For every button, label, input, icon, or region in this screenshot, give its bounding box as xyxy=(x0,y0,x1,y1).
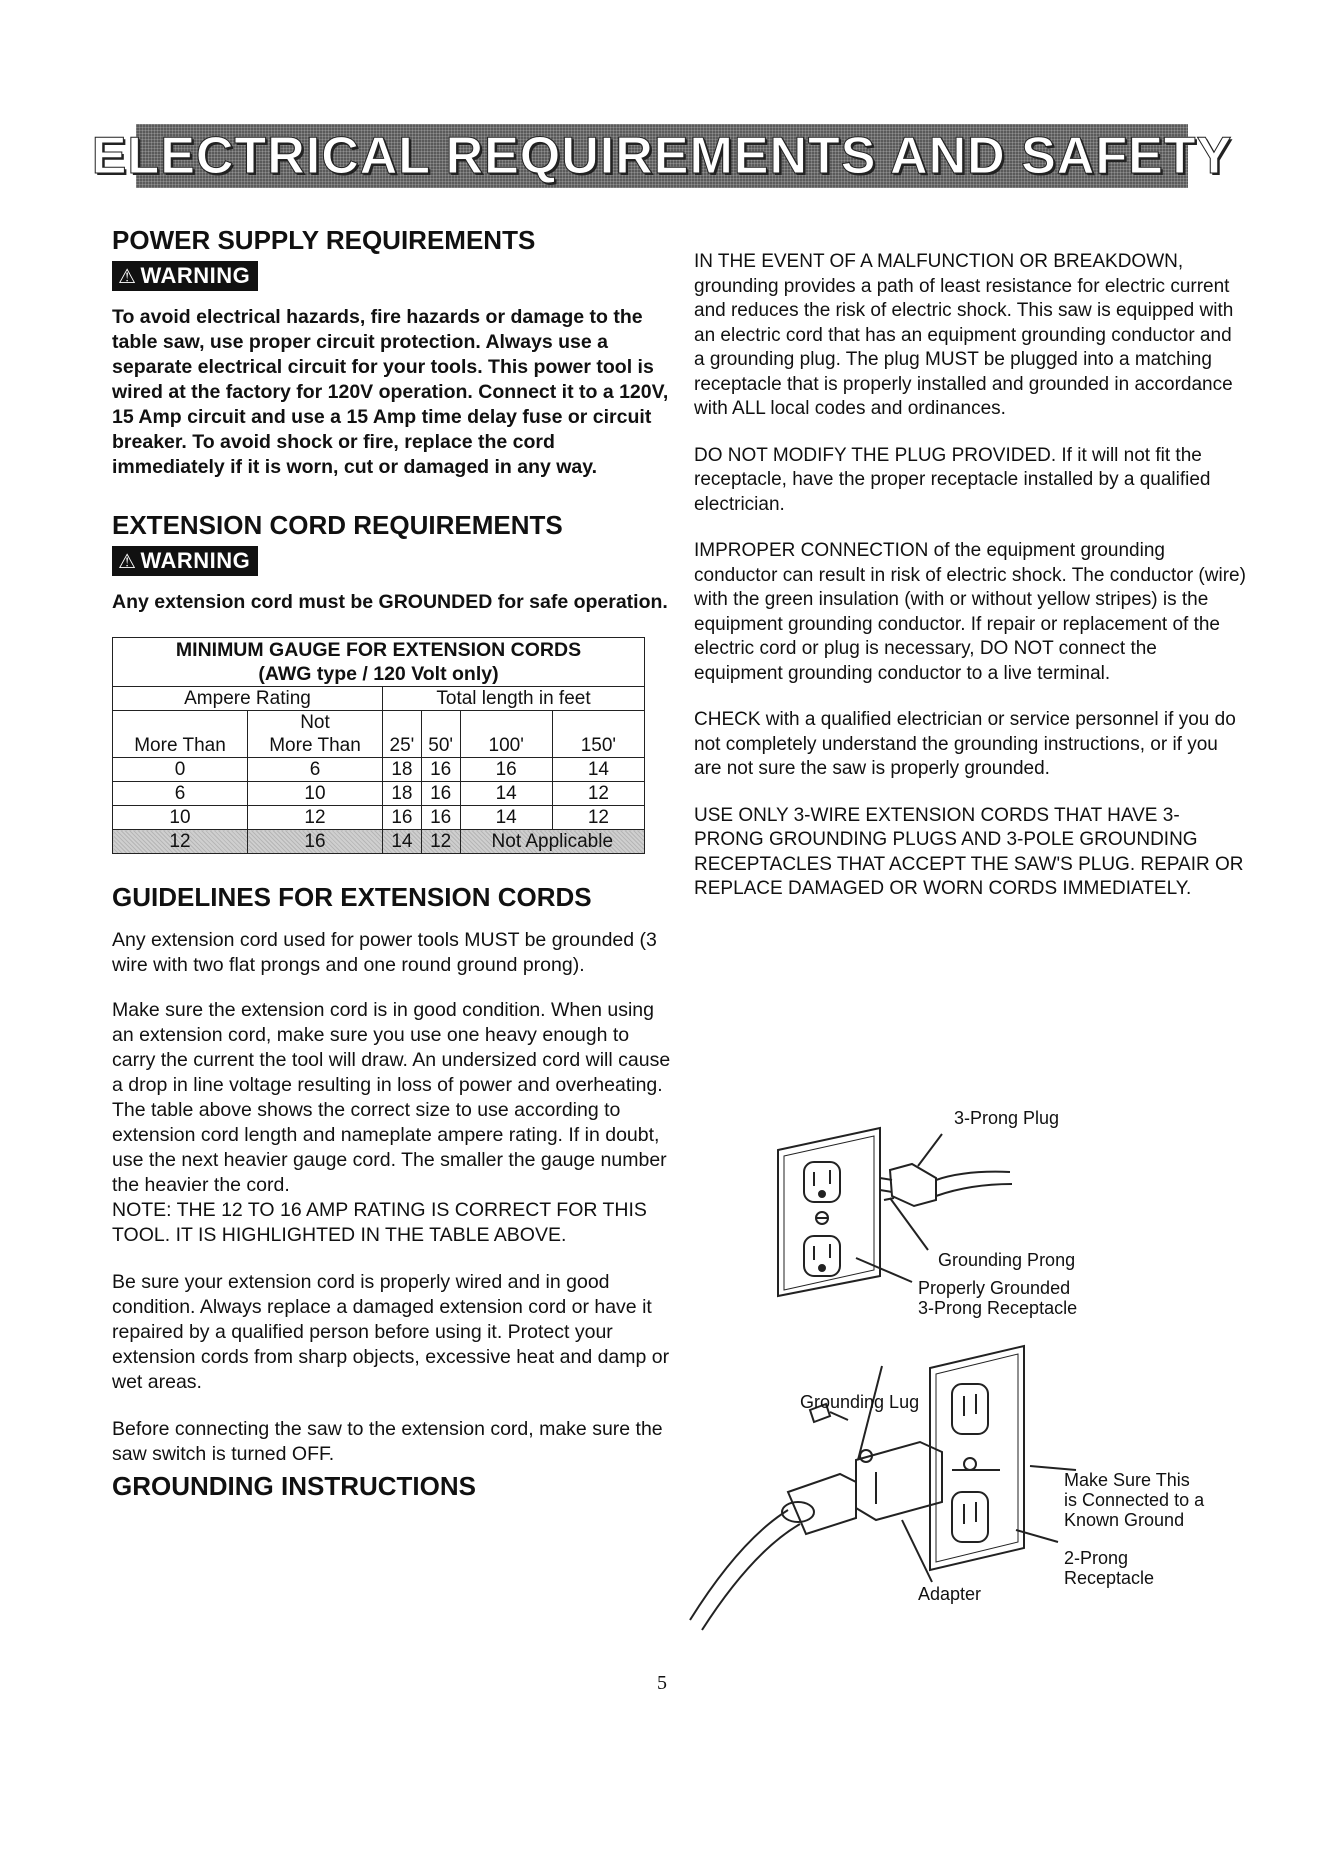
table-row: 6 10 18 16 14 12 xyxy=(113,782,645,806)
not-more-than-header: Not More Than xyxy=(248,711,383,758)
total-length-header: Total length in feet xyxy=(383,687,645,711)
warning-label: WARNING xyxy=(140,548,251,573)
warning-badge-power xyxy=(112,261,258,291)
ampere-rating-header: Ampere Rating xyxy=(113,687,383,711)
guidelines-heading: GUIDELINES FOR EXTENSION CORDS xyxy=(112,882,592,912)
two-prong-plate xyxy=(930,1346,1024,1570)
left-column xyxy=(112,225,672,1501)
warning-triangle-icon: ⚠ xyxy=(118,265,137,288)
length-header: 25' xyxy=(383,711,422,758)
right-column xyxy=(694,250,1246,902)
label-make-sure-1: Make Sure This xyxy=(1064,1470,1190,1490)
label-grounding-lug: Grounding Lug xyxy=(800,1392,920,1412)
grounding-heading: GROUNDING INSTRUCTIONS xyxy=(112,1471,476,1501)
label-grounding-prong: Grounding Prong xyxy=(938,1250,1076,1270)
extension-cord-heading: EXTENSION CORD REQUIREMENTS xyxy=(112,510,563,540)
table-row: 0 6 18 16 16 14 xyxy=(113,758,645,782)
warning-label: WARNING xyxy=(140,263,251,288)
section-banner xyxy=(91,124,1233,188)
banner-title: ELECTRICAL REQUIREMENTS AND SAFETY xyxy=(91,127,1233,185)
page-number: 5 xyxy=(657,1672,667,1694)
gauge-table xyxy=(112,637,645,854)
length-header: 50' xyxy=(421,711,460,758)
label-three-prong-plug: 3-Prong Plug xyxy=(954,1108,1060,1128)
guidelines-paragraph-1: Any extension cord used for power tools MUST be grounded (3 wire with two flat prongs and one round ground prong). xyxy=(112,929,657,976)
label-three-prong-receptacle: 3-Prong Receptacle xyxy=(918,1298,1078,1318)
warning-triangle-icon: ⚠ xyxy=(118,550,137,573)
table-row: 10 12 16 16 14 12 xyxy=(113,806,645,830)
grounding-paragraph-1: IN THE EVENT OF A MALFUNCTION OR BREAKDOWN, grounding provides a path of least resistance for electric current and reduces the risk of electric shock. This saw is equipped with an electric cord that has an equipment grounding conductor and a grounding plug. The plug MUST be plugged into a matching receptacle that is properly installed and grounded in accordance with ALL local codes and ordinances. xyxy=(694,251,1234,419)
more-than-header: More Than xyxy=(113,711,248,758)
warning-badge-extension xyxy=(112,546,258,576)
guidelines-paragraph-4: Before connecting the saw to the extension cord, make sure the saw switch is turned OFF. xyxy=(112,1418,663,1465)
guidelines-paragraph-3: Be sure your extension cord is properly wired and in good condition. Always replace a damaged extension cord or have it repaired by a qualified person before using it. Protect your extension cords from sharp objects, excessive heat and damp or wet areas. xyxy=(112,1271,670,1393)
label-two-prong-2: Receptacle xyxy=(1064,1568,1155,1588)
guidelines-paragraph-2: Make sure the extension cord is in good condition. When using an extension cord, make sure you use one heavy enough to carry the current the tool will draw. An undersized cord will cause a drop in line voltage resulting in loss of power and overheating. The table above shows the correct size to use according to extension cord length and nameplate ampere rating. If in doubt, use the next heavier gauge cord. The smaller the gauge number the heavier the cord. xyxy=(112,999,671,1196)
three-prong-plate xyxy=(778,1128,880,1296)
grounding-paragraph-5: USE ONLY 3-WIRE EXTENSION CORDS THAT HAVE 3-PRONG GROUNDING PLUGS AND 3-POLE GROUNDING RECEPTACLES THAT ACCEPT THE SAW'S PLUG. REPAIR OR REPLACE DAMAGED OR WORN CORDS IMMEDIATELY. xyxy=(694,804,1244,899)
extension-warning-text: Any extension cord must be GROUNDED for safe operation. xyxy=(112,591,668,613)
label-two-prong-1: 2-Prong xyxy=(1064,1548,1129,1568)
grounding-paragraph-3: IMPROPER CONNECTION of the equipment grounding conductor can result in risk of electric shock. The conductor (wire) with the green insulation (with or without yellow stripes) is the equipment grounding conductor. If repair or replacement of the electric cord or plug is necessary, DO NOT connect the equipment grounding conductor to a live terminal. xyxy=(694,540,1246,684)
receptacle-diagram xyxy=(680,1100,1280,1640)
label-make-sure-3: Known Ground xyxy=(1064,1510,1185,1530)
label-adapter: Adapter xyxy=(918,1584,982,1604)
table-title: MINIMUM GAUGE FOR EXTENSION CORDS (AWG type / 120 Volt only) xyxy=(113,638,645,687)
power-supply-heading: POWER SUPPLY REQUIREMENTS xyxy=(112,225,536,255)
guidelines-note: NOTE: THE 12 TO 16 AMP RATING IS CORRECT FOR THIS TOOL. IT IS HIGHLIGHTED IN THE TABLE ABOVE. xyxy=(112,1199,647,1246)
label-make-sure-2: is Connected to a xyxy=(1064,1490,1205,1510)
length-header: 100' xyxy=(460,711,552,758)
grounding-illustration xyxy=(680,1100,1280,1640)
label-properly-grounded: Properly Grounded xyxy=(918,1278,1071,1298)
three-prong-plug xyxy=(890,1164,936,1206)
power-warning-text: To avoid electrical hazards, fire hazards or damage to the table saw, use proper circuit protection. Always use a separate electrical circuit for your tools. This power tool is wired at the factory for 120V operation. Connect it to a 120V, 15 Amp circuit and use a 15 Amp time delay fuse or circuit breaker. To avoid shock or fire, replace the cord immediately if it is worn, cut or damaged in any way. xyxy=(112,306,669,478)
grounding-paragraph-2: DO NOT MODIFY THE PLUG PROVIDED. If it will not fit the receptacle, have the proper receptacle installed by a qualified electrician. xyxy=(694,444,1211,515)
length-header: 150' xyxy=(552,711,644,758)
grounding-paragraph-4: CHECK with a qualified electrician or service personnel if you do not completely understand the grounding instructions, or if you are not sure the saw is properly grounded. xyxy=(694,709,1236,779)
table-row-highlighted: 12 16 14 12 Not Applicable xyxy=(113,830,645,854)
